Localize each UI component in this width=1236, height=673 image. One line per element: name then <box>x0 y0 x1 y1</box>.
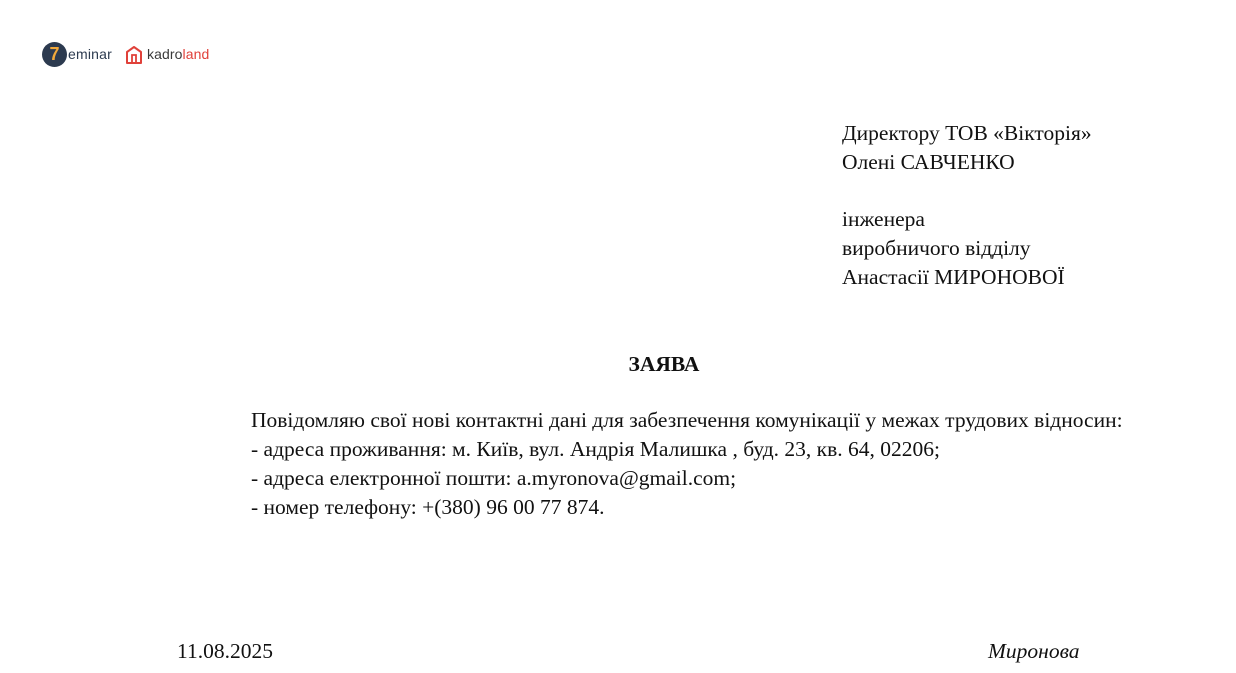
seminar-logo-badge <box>42 42 67 67</box>
addressee-position: Директору ТОВ «Вікторія» <box>842 121 1092 145</box>
sender-name: Анастасії МИРОНОВОЇ <box>842 265 1065 289</box>
addressee-name: Олені САВЧЕНКО <box>842 150 1015 174</box>
kadroland-logo-text-part2: land <box>182 46 210 62</box>
body-item-phone: - номер телефону: +(380) 96 00 77 874. <box>251 495 605 519</box>
header-logos <box>42 40 209 68</box>
body-item-email: - адреса електронної пошти: a.myronova@gmail.com; <box>251 466 737 490</box>
house-icon <box>125 45 143 64</box>
addressee-block <box>842 119 1092 292</box>
sender-department: виробничого відділу <box>842 236 1031 260</box>
document-date: 11.08.2025 <box>177 639 273 663</box>
kadroland-logo-text <box>147 46 209 62</box>
body-intro: Повідомляю свої нові контактні дані для забезпечення комунікації у межах трудових відносин: <box>251 408 1123 432</box>
seminar-logo-text: eminar <box>68 46 112 62</box>
seminar-logo-digit: 7 <box>49 44 60 64</box>
kadroland-logo <box>125 45 209 64</box>
body-item-address: - адреса проживання: м. Київ, вул. Андрія Малишка , буд. 23, кв. 64, 02206; <box>251 437 940 461</box>
signature: Миронова <box>988 639 1080 663</box>
document-title: ЗАЯВА <box>628 352 700 376</box>
addressee-spacer <box>842 177 1092 205</box>
sender-position: інженера <box>842 207 925 231</box>
document-body <box>177 406 1167 522</box>
seminar-logo <box>42 42 112 67</box>
kadroland-logo-text-part1: kadro <box>147 46 183 62</box>
